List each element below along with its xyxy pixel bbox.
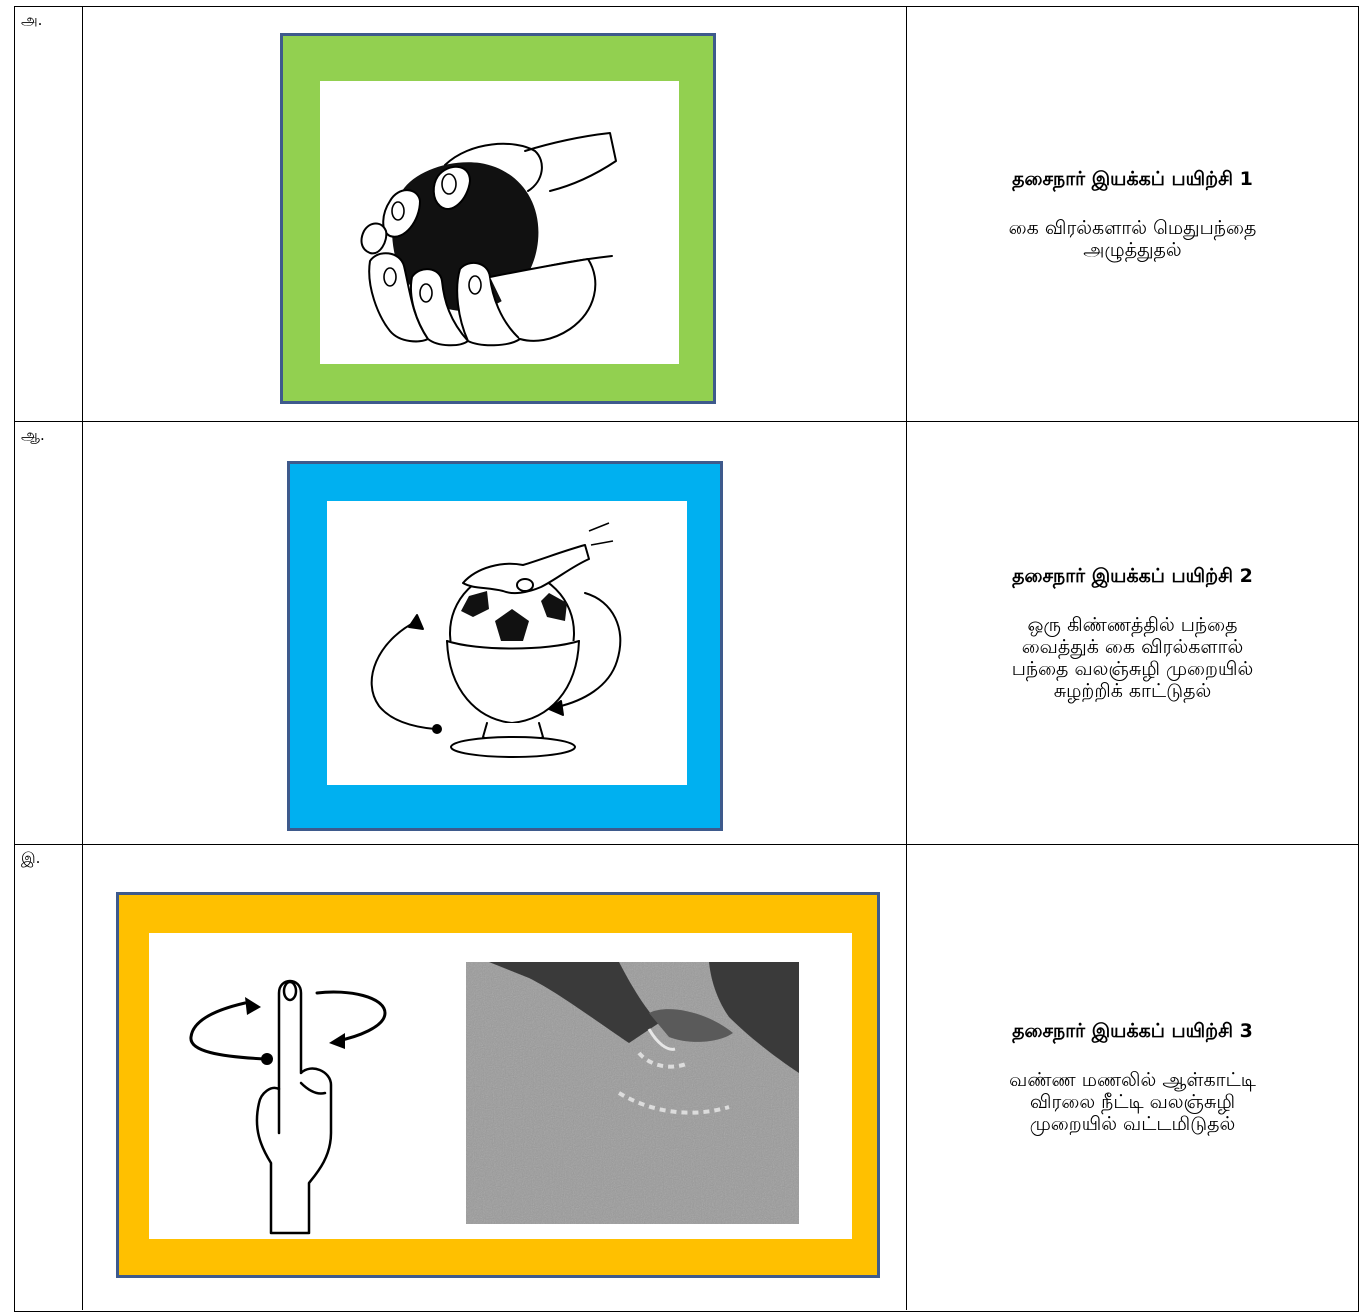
exercise-description: கை விரல்களால் மெதுபந்தை அழுத்துதல் <box>1008 216 1257 261</box>
illustration-cell <box>83 7 907 421</box>
row-label: அ. <box>21 11 43 29</box>
table-row <box>15 421 1358 844</box>
exercise-table <box>14 6 1359 1312</box>
exercise-title: தசைநார் இயக்கப் பயிற்சி 1 <box>1012 167 1253 190</box>
row-label: ஆ. <box>21 426 45 444</box>
finger-circling-illustration <box>149 933 852 1239</box>
exercise-title: தசைநார் இயக்கப் பயிற்சி 3 <box>1012 1020 1253 1042</box>
illustration-cell <box>83 845 907 1310</box>
description-cell <box>907 422 1358 844</box>
illustration-cell <box>83 422 907 844</box>
exercise-title: தசைநார் இயக்கப் பயிற்சி 2 <box>1012 564 1253 587</box>
row-label-cell <box>15 7 83 421</box>
description-cell <box>907 7 1358 421</box>
exercise-description: வண்ண மணலில் ஆள்காட்டி விரலை நீட்டி வலஞ்சுழி முறையில் வட்டமிடுதல் <box>1009 1069 1256 1135</box>
description-cell <box>907 845 1358 1310</box>
ball-in-bowl-illustration <box>327 501 687 785</box>
row-label-cell <box>15 845 83 1310</box>
exercise-description: ஒரு கிண்ணத்தில் பந்தை வைத்துக் கை விரல்களால் பந்தை வலஞ்சுழி முறையில் சுழற்றிக் காட்டுதல் <box>1011 613 1254 702</box>
illustration-frame <box>280 33 716 404</box>
hand-squeezing-ball-illustration <box>320 81 679 364</box>
table-row <box>15 7 1358 421</box>
table-row <box>15 844 1358 1310</box>
illustration-frame <box>287 461 723 831</box>
illustration-frame <box>116 892 880 1278</box>
row-label: இ. <box>21 849 41 867</box>
row-label-cell <box>15 422 83 844</box>
